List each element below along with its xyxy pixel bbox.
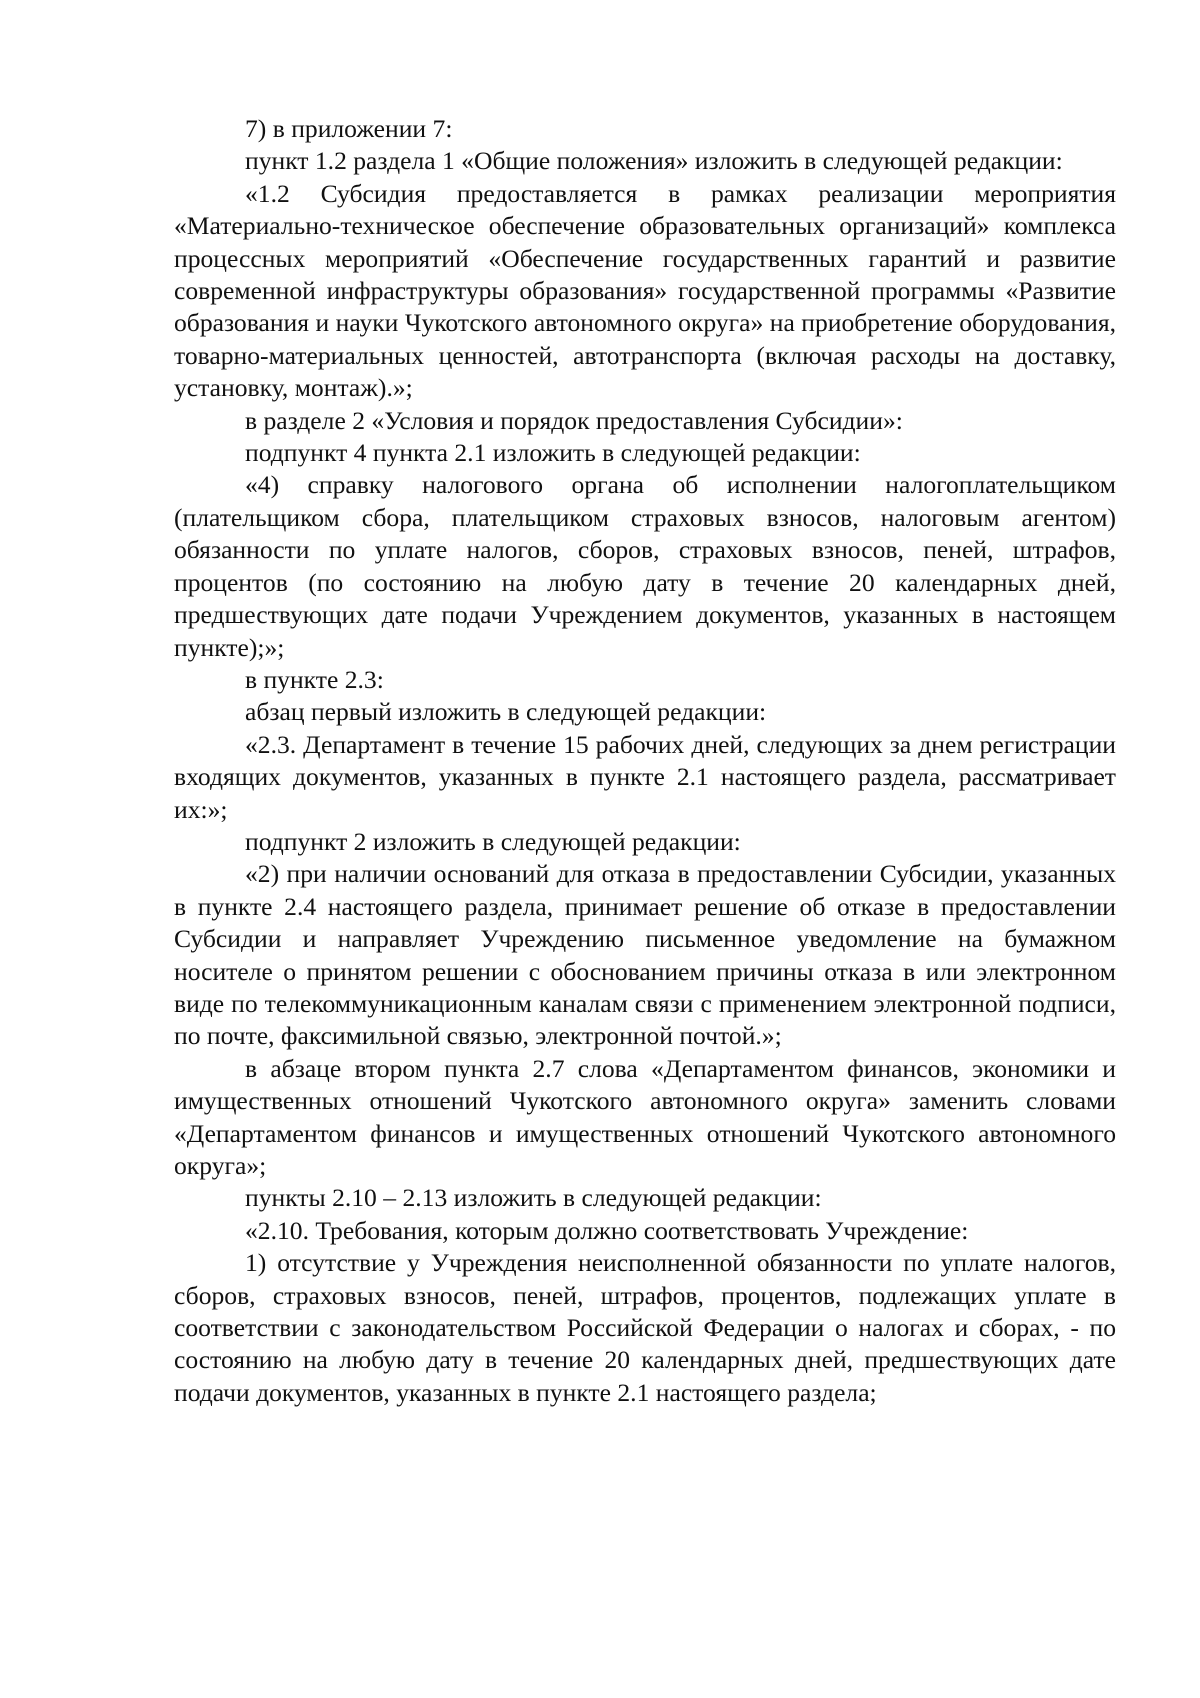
- paragraph-9: «2.3. Департамент в течение 15 рабочих дней, следующих за днем регистрации входящих документов, указанных в пункте 2.1 настоящего раздела, рассматривает их:»;: [174, 729, 1116, 824]
- paragraph-10: подпункт 2 изложить в следующей редакции:: [245, 826, 741, 856]
- paragraph-13: пункты 2.10 – 2.13 изложить в следующей редакции:: [245, 1183, 822, 1213]
- paragraph-3: «1.2 Субсидия предоставляется в рамках реализации мероприятия «Материально-техническое обеспечение образовательных организаций» комплекса процессных мероприятий «Обеспечение государственных гарантий и развитие современной инфраструктуры образования» государственной программы «Развитие образования и науки Чукотского автономного округа» на приобретение оборудования, товарно-материальных ценностей, автотранспорта (включая расходы на доставку, установку, монтаж).»;: [174, 178, 1116, 403]
- paragraph-14: «2.10. Требования, которым должно соответствовать Учреждение:: [245, 1215, 969, 1245]
- paragraph-12: в абзаце втором пункта 2.7 слова «Департаментом финансов, экономики и имущественных отношений Чукотского автономного округа» заменить словами «Департаментом финансов и имущественных отношений Чукотского автономного округа»;: [174, 1053, 1116, 1180]
- paragraph-5: подпункт 4 пункта 2.1 изложить в следующей редакции:: [245, 438, 861, 468]
- paragraph-15: 1) отсутствие у Учреждения неисполненной обязанности по уплате налогов, сборов, страховых взносов, пеней, штрафов, процентов, подлежащих уплате в соответствии с законодательством Российской Федерации о налогах и сборах, - по состоянию на любую дату в течение 20 календарных дней, предшествующих дате подачи документов, указанных в пункте 2.1 настоящего раздела;: [174, 1248, 1116, 1407]
- paragraph-1: 7) в приложении 7:: [245, 114, 453, 143]
- paragraph-7: в пункте 2.3:: [245, 664, 384, 694]
- paragraph-8: абзац первый изложить в следующей редакции:: [245, 697, 767, 727]
- paragraph-6: «4) справку налогового органа об исполнении налогоплательщиком (плательщиком сбора, плательщиком страховых взносов, налоговым агентом) обязанности по уплате налогов, сборов, страховых взносов, пеней, штрафов, процентов (по состоянию на любую дату в течение 20 календарных дней, предшествующих дате подачи Учреждением документов, указанных в настоящем пункте);»;: [174, 470, 1116, 662]
- document-body: [174, 113, 1116, 1409]
- paragraph-2: пункт 1.2 раздела 1 «Общие положения» изложить в следующей редакции:: [245, 146, 1063, 176]
- paragraph-11: «2) при наличии оснований для отказа в предоставлении Субсидии, указанных в пункте 2.4 настоящего раздела, принимает решение об отказе в предоставлении Субсидии и направляет Учреждению письменное уведомление на бумажном носителе о принятом решении с обоснованием причины отказа в или электронном виде по телекоммуникационным каналам связи с применением электронной подписи, по почте, факсимильной связью, электронной почтой.»;: [174, 859, 1116, 1051]
- paragraph-4: в разделе 2 «Условия и порядок предоставления Субсидии»:: [245, 405, 903, 435]
